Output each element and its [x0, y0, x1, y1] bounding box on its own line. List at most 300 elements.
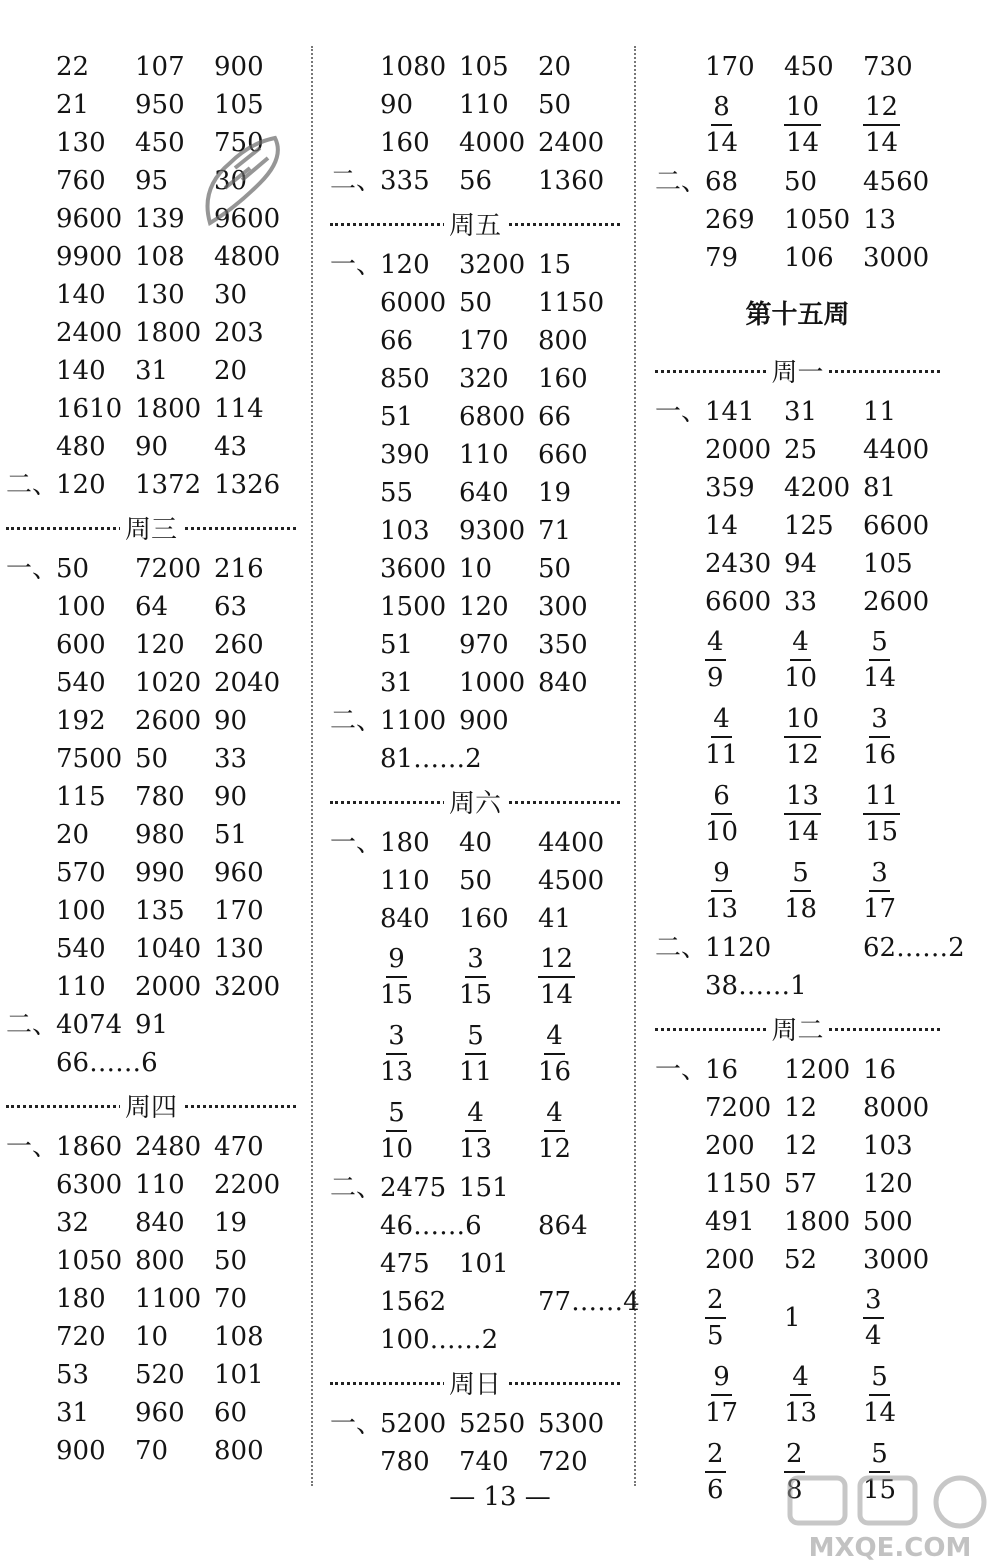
- answer-value: 43: [214, 432, 248, 462]
- answer-value: 800: [538, 326, 588, 356]
- answer-value: 5300: [538, 1409, 605, 1439]
- denominator: 6: [707, 1474, 724, 1505]
- answer-value: 10: [459, 554, 493, 584]
- denominator: 15: [459, 979, 493, 1010]
- answer-value: 20: [538, 52, 572, 82]
- answer-value: 103: [863, 1131, 913, 1161]
- answer-row: [705, 929, 965, 967]
- numerator: 12: [538, 942, 575, 978]
- answer-value: 7200: [705, 1093, 772, 1123]
- day-heading-saturday: 周六: [330, 778, 620, 824]
- fraction-answer: [863, 90, 942, 160]
- answer-value: 106: [784, 243, 834, 273]
- numerator: 2: [705, 1437, 726, 1473]
- answer-value: 71: [538, 516, 572, 546]
- answer-value: 40: [459, 828, 493, 858]
- section-part-2: [655, 929, 965, 1005]
- answer-value: 640: [459, 478, 509, 508]
- answer-value: 192: [56, 706, 106, 736]
- answer-value: 22: [56, 52, 90, 82]
- answer-value: 450: [784, 52, 834, 82]
- fraction-answer: [863, 779, 942, 849]
- answer-value: 6800: [459, 402, 526, 432]
- answer-value: 52: [784, 1245, 818, 1275]
- answer-value: 900: [214, 52, 264, 82]
- answer-value: 51: [380, 630, 414, 660]
- question-prefix: [330, 1092, 380, 1130]
- fraction-answer: [784, 779, 863, 849]
- answer-value: 840: [135, 1208, 185, 1238]
- answer-value: 990: [135, 858, 185, 888]
- numerator: 4: [790, 1360, 811, 1396]
- fraction-row: [330, 938, 620, 1015]
- denominator: 9: [707, 662, 724, 693]
- answer-row: [380, 900, 618, 938]
- numerator: 4: [705, 625, 726, 661]
- answer-value: 800: [214, 1436, 264, 1466]
- answer-value: 7500: [56, 744, 123, 774]
- numerator: 9: [711, 856, 732, 892]
- answer-row: [380, 162, 618, 200]
- question-prefix: [6, 48, 56, 86]
- answer-row: [56, 740, 293, 778]
- section-part-1: [655, 393, 940, 621]
- watermark-logo-icon: [780, 1470, 1000, 1563]
- numerator: 12: [863, 90, 900, 126]
- fraction-answer: [538, 1096, 618, 1166]
- answer-value: 6300: [56, 1170, 123, 1200]
- answer-row: [380, 740, 538, 778]
- answer-row: [56, 550, 293, 588]
- numerator: 4: [465, 1096, 486, 1132]
- answer-value: 2430: [705, 549, 772, 579]
- answer-value: 70: [214, 1284, 248, 1314]
- answer-value: 107: [135, 52, 185, 82]
- answer-value: 269: [705, 205, 755, 235]
- answer-value: 81: [863, 473, 897, 503]
- question-prefix: [655, 852, 705, 890]
- denominator: 11: [705, 739, 739, 770]
- answer-value: 41: [538, 904, 572, 934]
- answer-value: 51: [214, 820, 248, 850]
- answer-value: 475: [380, 1249, 430, 1279]
- answer-value: 90: [214, 782, 248, 812]
- numerator: 5: [790, 856, 811, 892]
- answer-value: 160: [380, 128, 430, 158]
- fraction-answer: [784, 90, 863, 160]
- answer-value: 1200: [784, 1055, 851, 1085]
- answer-value: 720: [538, 1447, 588, 1477]
- answer-value: 90: [214, 706, 248, 736]
- answer-value: 70: [135, 1436, 169, 1466]
- answer-value: 11: [863, 397, 897, 427]
- numerator: 6: [711, 779, 732, 815]
- answer-value: 950: [135, 90, 185, 120]
- answer-value: 520: [135, 1360, 185, 1390]
- answer-value: 1562: [380, 1287, 447, 1317]
- numerator: 5: [386, 1096, 407, 1132]
- section-continued: [6, 48, 296, 466]
- question-prefix: 二、: [330, 166, 383, 196]
- answer-row: [380, 474, 618, 512]
- answer-value: 300: [538, 592, 588, 622]
- answer-row: [380, 664, 618, 702]
- answer-value: 33: [214, 744, 248, 774]
- answer-row: [705, 239, 942, 277]
- answer-row: [380, 86, 618, 124]
- answer-row: [56, 854, 293, 892]
- answer-row: [380, 1443, 618, 1481]
- answer-value: 110: [380, 866, 430, 896]
- question-prefix: [330, 48, 380, 86]
- day-heading-monday: 周一: [655, 347, 940, 393]
- fraction-answer: [863, 1360, 942, 1430]
- answer-value: 31: [380, 668, 414, 698]
- fraction-row: [655, 621, 940, 698]
- denominator: 5: [707, 1320, 724, 1351]
- answer-value: 110: [459, 440, 509, 470]
- answer-value: 6600: [705, 587, 772, 617]
- answer-value: 780: [135, 782, 185, 812]
- answer-row: [56, 1128, 293, 1166]
- answer-row: [705, 1241, 942, 1279]
- fraction-answer: [784, 1360, 863, 1430]
- fraction-answer: [705, 1360, 784, 1430]
- answer-value: 9600: [56, 204, 123, 234]
- answer-value: 101: [459, 1249, 509, 1279]
- question-prefix: 一、: [6, 554, 59, 584]
- answer-value: 4500: [538, 866, 605, 896]
- answer-value: 105: [459, 52, 509, 82]
- section-continued: [655, 48, 940, 86]
- answer-value: 1372: [135, 470, 202, 500]
- answer-value: 9300: [459, 516, 526, 546]
- numerator: 9: [386, 942, 407, 978]
- column-divider: [634, 46, 636, 1486]
- numerator: 2: [705, 1283, 726, 1319]
- answer-row: [380, 436, 618, 474]
- answer-value: 20: [214, 356, 248, 386]
- answer-value: 13: [863, 205, 897, 235]
- answer-value: 108: [214, 1322, 264, 1352]
- denominator: 11: [459, 1056, 493, 1087]
- denominator: 13: [459, 1133, 493, 1164]
- answer-value: 2400: [56, 318, 123, 348]
- answer-value: 1360: [538, 166, 605, 196]
- answer-value: 12: [784, 1093, 818, 1123]
- answer-value: 320: [459, 364, 509, 394]
- answer-value: 66……6: [56, 1048, 158, 1078]
- fraction-answer: [705, 1283, 784, 1353]
- question-prefix: 一、: [330, 1409, 383, 1439]
- answer-row: [380, 512, 618, 550]
- answer-value: 980: [135, 820, 185, 850]
- question-prefix: [330, 938, 380, 976]
- numerator: 5: [869, 625, 890, 661]
- answer-value: 50: [56, 554, 90, 584]
- answer-value: 335: [380, 166, 430, 196]
- answer-value: 450: [135, 128, 185, 158]
- answer-value: 390: [380, 440, 430, 470]
- answer-value: 540: [56, 934, 106, 964]
- answer-row: [380, 550, 618, 588]
- fraction-answer: [705, 625, 784, 695]
- answer-value: 160: [538, 364, 588, 394]
- section-part-2: [330, 1169, 640, 1359]
- fraction-answer: [538, 942, 618, 1012]
- section-part-2: [6, 466, 296, 504]
- answer-value: 1326: [214, 470, 281, 500]
- denominator: 4: [865, 1320, 882, 1351]
- answer-value: 125: [784, 511, 834, 541]
- answer-value: 6000: [380, 288, 447, 318]
- section-part-1: [330, 246, 620, 702]
- denominator: 13: [705, 893, 739, 924]
- answer-value: 3200: [459, 250, 526, 280]
- answer-value: 46……6: [380, 1211, 482, 1241]
- answer-value: 103: [380, 516, 430, 546]
- answer-value: 3000: [863, 1245, 930, 1275]
- section-part-1: [6, 550, 296, 1006]
- numerator: 2: [784, 1437, 805, 1473]
- answer-value: 180: [380, 828, 430, 858]
- numerator: 5: [869, 1360, 890, 1396]
- answer-value: 4200: [784, 473, 851, 503]
- answer-value: 1150: [538, 288, 605, 318]
- answer-row: [380, 588, 618, 626]
- answer-value: 105: [863, 549, 913, 579]
- answer-value: 1040: [135, 934, 202, 964]
- answer-value: 720: [56, 1322, 106, 1352]
- answer-value: 3600: [380, 554, 447, 584]
- numerator: 5: [465, 1019, 486, 1055]
- answer-value: 79: [705, 243, 739, 273]
- answer-value: 120: [459, 592, 509, 622]
- answer-value: 780: [380, 1447, 430, 1477]
- answer-value: 16: [863, 1055, 897, 1085]
- answer-value: 55: [380, 478, 414, 508]
- answer-row: [380, 124, 618, 162]
- answer-value: 130: [56, 128, 106, 158]
- answer-value: 2000: [705, 435, 772, 465]
- question-prefix: [655, 775, 705, 813]
- denominator: 15: [380, 979, 414, 1010]
- fraction-row: [655, 775, 940, 852]
- denominator: 14: [863, 1397, 897, 1428]
- denominator: 16: [538, 1056, 572, 1087]
- denominator: 10: [784, 662, 818, 693]
- answer-value: 170: [705, 52, 755, 82]
- answer-value: 200: [705, 1245, 755, 1275]
- section-part-2: [330, 162, 620, 200]
- numerator: 3: [869, 856, 890, 892]
- answer-value: 2600: [863, 587, 930, 617]
- answer-value: 9600: [214, 204, 281, 234]
- answer-value: 5200: [380, 1409, 447, 1439]
- question-prefix: 二、: [6, 1010, 59, 1040]
- answer-value: 170: [459, 326, 509, 356]
- section-part-2: [655, 163, 940, 277]
- question-prefix: [655, 1356, 705, 1394]
- answer-value: 68: [705, 167, 739, 197]
- answer-value: 32: [56, 1208, 90, 1238]
- answer-value: 2200: [214, 1170, 281, 1200]
- answer-value: 130: [214, 934, 264, 964]
- answer-value: 1020: [135, 668, 202, 698]
- answer-value: 2480: [135, 1132, 202, 1162]
- answer-value: 1120: [705, 933, 772, 963]
- answer-value: 1500: [380, 592, 447, 622]
- answer-value: 50: [538, 90, 572, 120]
- section-part-1: [6, 1128, 296, 1470]
- answer-column-2: [330, 48, 640, 1481]
- denominator: 14: [865, 127, 899, 158]
- answer-value: 1100: [135, 1284, 202, 1314]
- answer-value: 350: [538, 630, 588, 660]
- answer-value: 50: [459, 288, 493, 318]
- answer-value: 50: [214, 1246, 248, 1276]
- answer-value: 38……1: [705, 971, 807, 1001]
- question-prefix: [655, 86, 705, 124]
- fraction-row: [330, 1015, 620, 1092]
- answer-row: [380, 246, 618, 284]
- denominator: 14: [786, 816, 820, 847]
- answer-row: [56, 1242, 293, 1280]
- answer-row: [380, 398, 618, 436]
- answer-row: [705, 431, 942, 469]
- answer-row: [705, 583, 942, 621]
- answer-value: 15: [538, 250, 572, 280]
- answer-column-1: [6, 48, 296, 1470]
- answer-value: 30: [214, 166, 248, 196]
- numerator: 8: [711, 90, 732, 126]
- answer-value: 141: [705, 397, 755, 427]
- answer-value: 30: [214, 280, 248, 310]
- fraction-answer: [705, 856, 784, 926]
- denominator: 12: [538, 1133, 572, 1164]
- answer-row: [705, 1127, 942, 1165]
- answer-row: [56, 1044, 214, 1082]
- fraction-answer: [705, 90, 784, 160]
- answer-value: 101: [214, 1360, 264, 1390]
- fraction-row: [655, 698, 940, 775]
- answer-row: [380, 1283, 640, 1321]
- answer-value: 1800: [135, 394, 202, 424]
- answer-value: 31: [135, 356, 169, 386]
- answer-row: [56, 48, 293, 86]
- answer-row: [56, 778, 293, 816]
- answer-value: 260: [214, 630, 264, 660]
- answer-value: 1860: [56, 1132, 123, 1162]
- numerator: 13: [784, 779, 821, 815]
- fraction-answer: [459, 1096, 538, 1166]
- answer-value: 130: [135, 280, 185, 310]
- answer-value: 4400: [863, 435, 930, 465]
- answer-value: 120: [863, 1169, 913, 1199]
- answer-value: 140: [56, 356, 106, 386]
- denominator: 14: [705, 127, 739, 158]
- answer-row: [56, 238, 293, 276]
- answer-value: 50: [459, 866, 493, 896]
- denominator: 8: [786, 1474, 803, 1505]
- numerator: 4: [711, 702, 732, 738]
- fraction-row: [655, 86, 940, 163]
- question-prefix: [330, 1015, 380, 1053]
- fraction-answer: [380, 1096, 459, 1166]
- answer-value: 4000: [459, 128, 526, 158]
- answer-value: 110: [135, 1170, 185, 1200]
- denominator: 13: [784, 1397, 818, 1428]
- question-prefix: 二、: [330, 1173, 383, 1203]
- answer-value: 9900: [56, 242, 123, 272]
- fraction-answer: [538, 1019, 618, 1089]
- answer-value: 180: [56, 1284, 106, 1314]
- denominator: 10: [705, 816, 739, 847]
- numerator: 11: [863, 779, 900, 815]
- numerator: 3: [386, 1019, 407, 1055]
- answer-value: 91: [135, 1010, 169, 1040]
- answer-value: 90: [135, 432, 169, 462]
- answer-value: 108: [135, 242, 185, 272]
- answer-value: 63: [214, 592, 248, 622]
- denominator: 13: [380, 1056, 414, 1087]
- answer-row: [380, 862, 618, 900]
- answer-value: 81……2: [380, 744, 482, 774]
- answer-value: 115: [56, 782, 106, 812]
- answer-value: 110: [56, 972, 106, 1002]
- answer-value: 3200: [214, 972, 281, 1002]
- numerator: 3: [465, 942, 486, 978]
- answer-row: [56, 390, 293, 428]
- answer-value: 470: [214, 1132, 264, 1162]
- fraction-answer: [784, 702, 863, 772]
- denominator: 15: [863, 1474, 897, 1505]
- question-prefix: 二、: [6, 470, 59, 500]
- answer-row: [705, 1089, 942, 1127]
- denominator: 18: [784, 893, 818, 924]
- denominator: 12: [786, 739, 820, 770]
- answer-row: [56, 968, 293, 1006]
- answer-value: 16: [705, 1055, 739, 1085]
- answer-value: 2040: [214, 668, 281, 698]
- question-prefix: 二、: [330, 706, 383, 736]
- numerator: 10: [784, 702, 821, 738]
- answer-value: 1: [784, 1302, 801, 1333]
- day-heading-tuesday: 周二: [655, 1005, 940, 1051]
- answer-value: 64: [135, 592, 169, 622]
- answer-row: [56, 1204, 293, 1242]
- answer-value: 850: [380, 364, 430, 394]
- numerator: 4: [790, 625, 811, 661]
- fraction-row: [330, 1092, 620, 1169]
- answer-row: [56, 1318, 293, 1356]
- answer-value: 2400: [538, 128, 605, 158]
- fraction-answer: [784, 856, 863, 926]
- answer-value: 960: [214, 858, 264, 888]
- answer-value: 8000: [863, 1093, 930, 1123]
- answer-value: 66: [380, 326, 414, 356]
- fraction-row: [655, 1356, 940, 1433]
- answer-row: [380, 1321, 618, 1359]
- numerator: 3: [863, 1283, 884, 1319]
- answer-row: [56, 816, 293, 854]
- answer-row: [56, 664, 293, 702]
- answer-row: [705, 1165, 942, 1203]
- answer-row: [380, 626, 618, 664]
- answer-row: [380, 824, 618, 862]
- answer-row: [380, 322, 618, 360]
- fraction-row: [655, 1279, 940, 1356]
